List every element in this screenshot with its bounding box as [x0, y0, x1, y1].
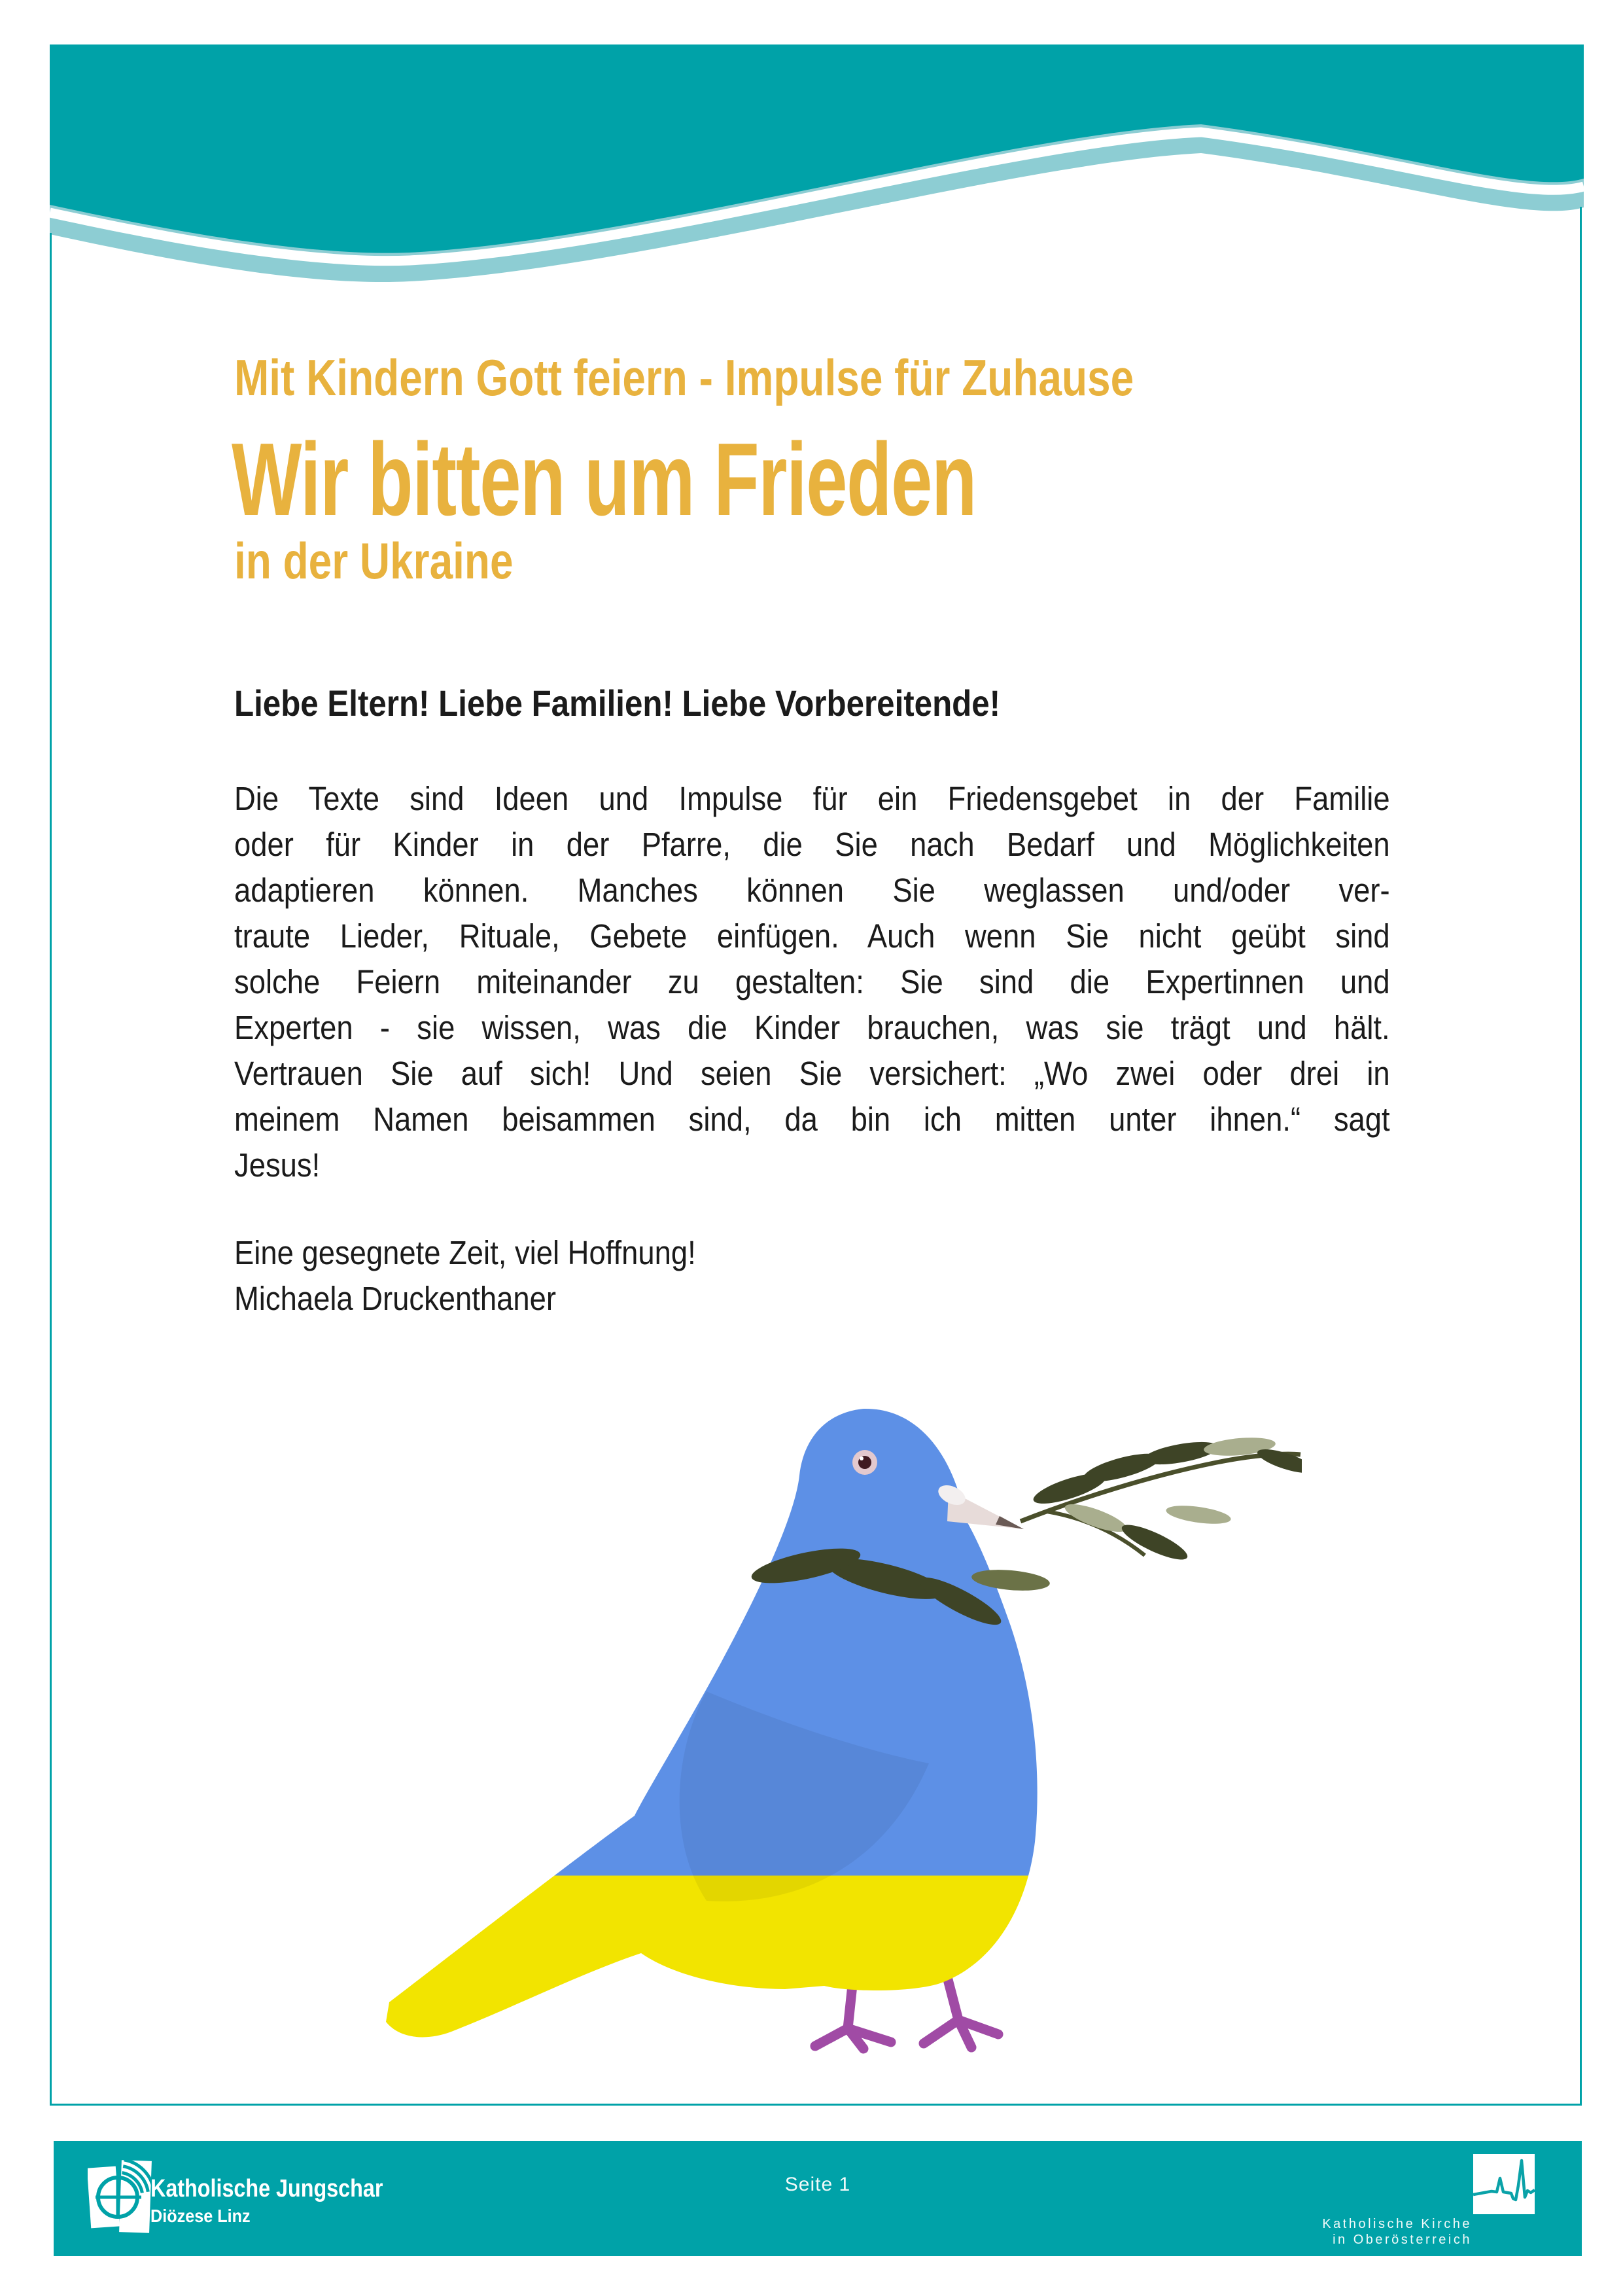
page-title-text: Wir bitten um Frieden	[232, 422, 976, 537]
page-title	[232, 422, 1266, 537]
kirche-in-ooe-label: Katholische Kirche in Oberösterreich	[1322, 2217, 1472, 2247]
jungschar-logo-title: Katholische Jungschar	[150, 2175, 383, 2202]
body-paragraph	[234, 776, 1390, 1188]
wave-dark-band	[50, 44, 1584, 253]
page-border-bottom	[50, 2104, 1582, 2106]
page-subtitle-text: in der Ukraine	[234, 532, 514, 590]
paragraph-line: adaptieren können. Manches können Sie weglassen und/oder ver-	[234, 872, 1390, 909]
paragraph-line: Die Texte sind Ideen und Impulse für ein Friedensgebet in der Familie	[234, 780, 1390, 817]
paragraph-line: Jesus!	[234, 1146, 321, 1184]
jungschar-logo-subtitle: Diözese Linz	[150, 2206, 251, 2226]
salutation-text: Liebe Eltern! Liebe Familien! Liebe Vorbereitende!	[234, 682, 1001, 724]
salutation-line	[234, 682, 1105, 724]
kicker-heading	[234, 349, 1331, 406]
kicker-text: Mit Kindern Gott feiern - Impulse für Zuhause	[234, 349, 1134, 406]
closing-wish: Eine gesegnete Zeit, viel Hoffnung!	[234, 1234, 696, 1271]
header-wave-banner	[50, 44, 1584, 306]
kirche-in-ooe-logo	[1473, 2154, 1535, 2214]
paragraph-line: traute Lieder, Rituale, Gebete einfügen. Auch wenn Sie nicht geübt sind	[234, 917, 1390, 955]
page-number: Seite 1	[784, 2174, 851, 2195]
paragraph-line: solche Feiern miteinander zu gestalten: Sie sind die Expertinnen und	[234, 963, 1390, 1000]
paragraph-line: Vertrauen Sie auf sich! Und seien Sie versichert: „Wo zwei oder drei in	[234, 1055, 1390, 1092]
dove-eye-highlight	[860, 1457, 864, 1460]
closing-author: Michaela Druckenthaner	[234, 1280, 556, 1317]
paragraph-line: meinem Namen beisammen sind, da bin ich mitten unter ihnen.“ sagt	[234, 1101, 1390, 1138]
footer-bar	[54, 2141, 1582, 2256]
paragraph-line: Experten - sie wissen, was die Kinder brauchen, was sie trägt und hält.	[234, 1009, 1390, 1046]
page-border-left	[50, 233, 52, 2106]
closing-block	[234, 1230, 1390, 1322]
peace-dove-image	[366, 1384, 1302, 2058]
page-border-right	[1580, 207, 1582, 2106]
paragraph-line: oder für Kinder in der Pfarre, die Sie nach Bedarf und Möglichkeiten	[234, 826, 1390, 863]
page-subtitle	[234, 532, 574, 590]
